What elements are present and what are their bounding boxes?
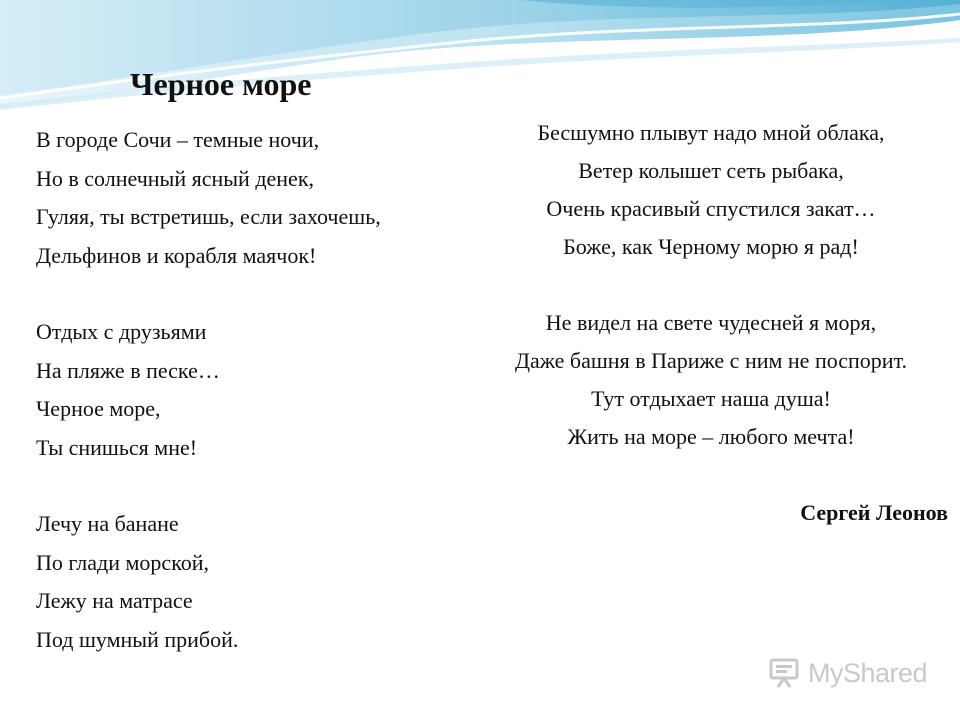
slide-title: Черное море bbox=[130, 66, 312, 102]
poem-line: Под шумный прибой. bbox=[36, 626, 239, 652]
poem-line: Бесшумно плывут надо мной облака, bbox=[537, 120, 885, 145]
poem-line: По глади морской, bbox=[36, 549, 210, 575]
stanza-gap bbox=[36, 467, 476, 505]
poem-line: Лежу на матрасе bbox=[36, 588, 193, 613]
poem-line: В городе Сочи – темные ночи, bbox=[36, 127, 320, 152]
poem-line: Отдых с друзьями bbox=[36, 319, 207, 344]
poem-line: Лечу на банане bbox=[36, 511, 179, 536]
poem-right-column bbox=[470, 118, 952, 460]
poem-line: Боже, как Черному морю я рад! bbox=[563, 234, 859, 259]
poem-line: Не видел на свете чудесней я моря, bbox=[545, 310, 877, 335]
poem-line: Тут отдыхает наша душа! bbox=[591, 386, 831, 411]
poem-line: Черное море, bbox=[36, 396, 161, 421]
poem-line: Очень красивый спустился закат… bbox=[546, 196, 876, 221]
stanza-gap bbox=[470, 270, 952, 308]
poem-line: Дельфинов и корабля маячок! bbox=[36, 242, 317, 268]
poem-line: Даже башня в Париже с ним не поспорит. bbox=[514, 348, 908, 373]
poem-line: Но в солнечный ясный денек, bbox=[36, 165, 315, 191]
stanza-gap bbox=[36, 275, 476, 313]
poem-line: Гуляя, ты встретишь, если захочешь, bbox=[36, 204, 381, 229]
poem-left-column bbox=[36, 121, 476, 659]
poem-line: На пляже в песке… bbox=[36, 357, 220, 383]
watermark-text: MyShared bbox=[808, 657, 928, 688]
poem-author: Сергей Леонов bbox=[800, 500, 948, 525]
poem-line: Жить на море – любого мечта! bbox=[567, 424, 855, 449]
presentation-board-icon bbox=[768, 656, 802, 690]
watermark bbox=[768, 656, 927, 690]
poem-line: Ты снишься мне! bbox=[36, 434, 198, 460]
poem-line: Ветер колышет сеть рыбака, bbox=[578, 158, 844, 183]
